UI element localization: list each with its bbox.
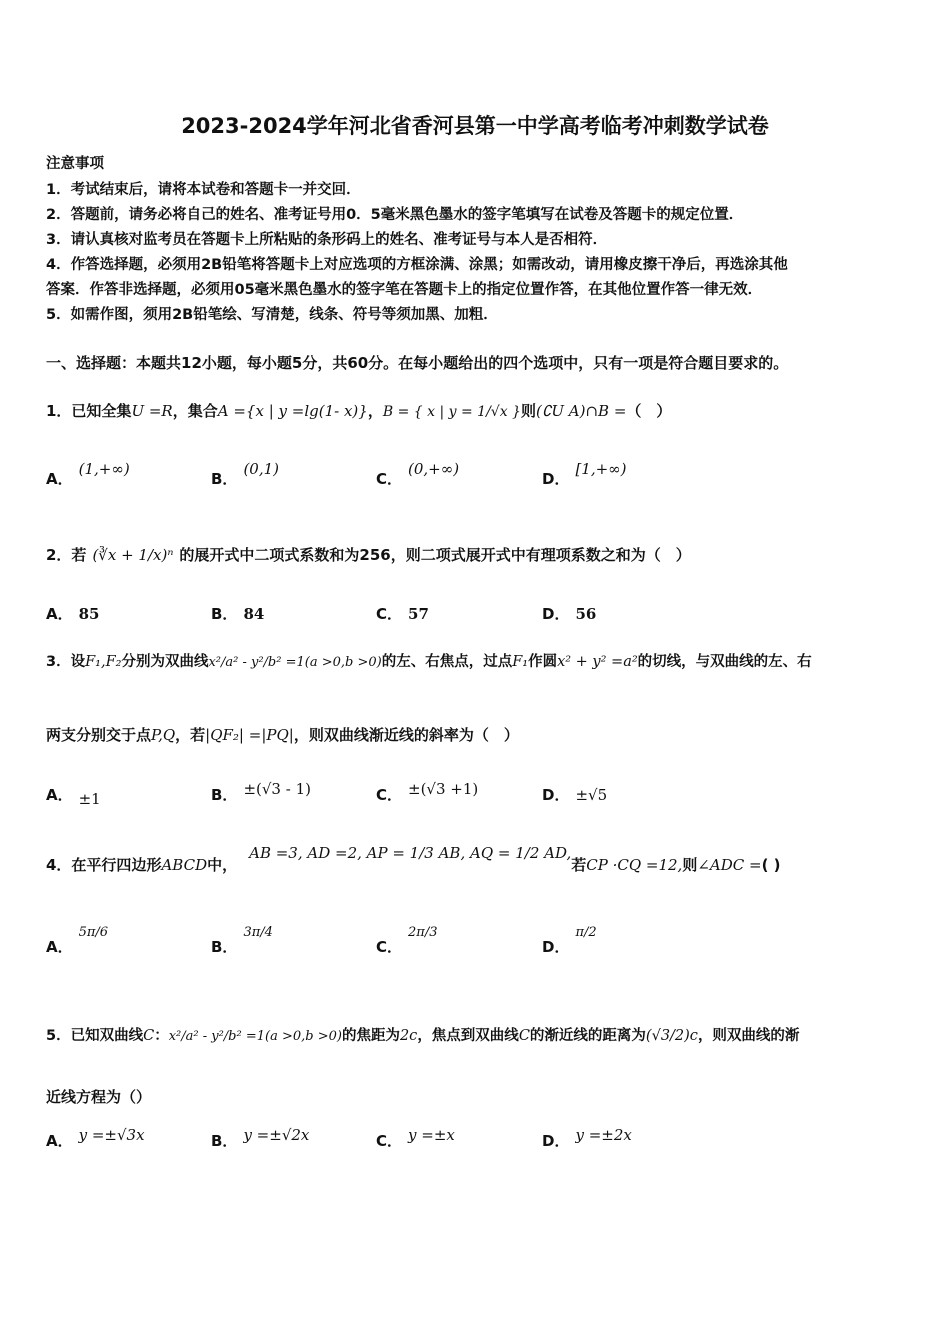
option-value: π/2 xyxy=(575,925,597,940)
q4-prefix: 4．在平行四边形 xyxy=(46,856,162,874)
option-label: A． xyxy=(46,1132,73,1150)
option-label: A． xyxy=(46,938,73,956)
option-b[interactable] xyxy=(211,780,311,805)
q3-l2c: ，则双曲线渐近线的斜率为（ ） xyxy=(293,726,519,744)
option-c[interactable] xyxy=(376,780,479,805)
question-1 xyxy=(46,400,906,421)
option-value: y =±2x xyxy=(575,1126,632,1144)
q3-focus-1: F₁ xyxy=(512,654,529,670)
option-value: 56 xyxy=(575,605,597,623)
question-2 xyxy=(46,544,906,565)
q3-p3: 的左、右焦点，过点 xyxy=(381,654,513,670)
q1-expression: (∁U A)∩B = xyxy=(535,402,627,420)
option-label: B． xyxy=(211,605,238,623)
q2-suffix: 的展开式中二项式系数和为256，则二项式展开式中有理项系数之和为（ ） xyxy=(179,546,691,564)
option-a[interactable] xyxy=(46,603,99,624)
option-label: A． xyxy=(46,605,73,623)
option-label: B． xyxy=(211,786,238,804)
q1-paren: （ ） xyxy=(626,402,672,420)
option-value: 2π/3 xyxy=(408,925,438,940)
q5-options xyxy=(46,1126,906,1170)
option-label: C． xyxy=(376,938,403,956)
option-b[interactable] xyxy=(211,925,273,957)
q1-comma: ， xyxy=(367,402,383,420)
option-value: y =±x xyxy=(408,1126,455,1144)
notice-item: 2．答题前，请务必将自己的姓名、准考证号用0．5毫米黑色墨水的签字笔填写在试卷及答题卡的规定位置． xyxy=(46,207,744,223)
q5-distance: (√3/2)c xyxy=(645,1028,698,1044)
option-value: y =±√3x xyxy=(78,1126,145,1144)
q5-hyperbola: x²/a² - y²/b² =1(a >0,b >0) xyxy=(168,1029,342,1044)
q5-p4: 的渐近线的距离为 xyxy=(529,1028,646,1044)
notice-heading: 注意事项 xyxy=(46,156,104,172)
option-label: A． xyxy=(46,470,73,488)
option-d[interactable] xyxy=(542,1126,632,1151)
q4-given: AB =3, AD =2, AP = 1/3 AB, AQ = 1/2 AD, xyxy=(249,844,572,862)
option-value: ±(√3 +1) xyxy=(408,780,479,798)
q1-options xyxy=(46,460,906,508)
question-5-line-1 xyxy=(46,1024,906,1045)
option-value: (0,1) xyxy=(243,460,279,478)
q4-dot-product: CP ·CQ =12, xyxy=(586,856,683,874)
option-a[interactable] xyxy=(46,784,101,808)
option-label: B． xyxy=(211,470,238,488)
q5-p1: 5．已知双曲线 xyxy=(46,1028,144,1044)
option-value: (1,+∞) xyxy=(78,460,130,478)
option-value: 84 xyxy=(243,605,265,623)
q4-parallelogram: ABCD xyxy=(161,856,208,874)
option-value: [1,+∞) xyxy=(575,460,627,478)
q5-p5: ，则双曲线的渐 xyxy=(697,1028,800,1044)
q3-p4: 作圆 xyxy=(528,654,558,670)
section-heading: 一、选择题：本题共12小题，每小题5分，共60分。在每小题给出的四个选项中，只有一项是符合题目要求的。 xyxy=(46,354,789,372)
q4-paren: ( ) xyxy=(761,856,781,874)
q3-l2b: ，若 xyxy=(175,726,206,744)
q4-options xyxy=(46,918,906,966)
q5-focal-length: 2c xyxy=(399,1028,418,1044)
q3-circle: x² + y² =a² xyxy=(557,654,638,670)
option-label: C． xyxy=(376,605,403,623)
option-value: ±√5 xyxy=(575,786,608,804)
option-a[interactable] xyxy=(46,925,109,957)
q1-prefix: 1．已知全集 xyxy=(46,402,132,420)
notice-item: 1．考试结束后，请将本试卷和答题卡一并交回． xyxy=(46,182,361,198)
option-d[interactable] xyxy=(542,925,597,957)
question-3-line-1 xyxy=(46,650,906,671)
q4-if: 若 xyxy=(571,856,587,874)
option-c[interactable] xyxy=(376,603,429,624)
q4-mid: 中， xyxy=(207,856,238,874)
option-label: C． xyxy=(376,1132,403,1150)
option-c[interactable] xyxy=(376,460,460,489)
option-b[interactable] xyxy=(211,1126,310,1151)
option-value: ±(√3 - 1) xyxy=(243,780,311,798)
option-value: 3π/4 xyxy=(243,925,273,940)
q2-expression: (∛x + 1/x)ⁿ xyxy=(92,546,174,564)
q3-foci: F₁,F₂ xyxy=(85,654,122,670)
option-b[interactable] xyxy=(211,603,264,624)
option-value: 85 xyxy=(78,605,100,623)
q5-colon: ： xyxy=(154,1028,169,1044)
option-label: B． xyxy=(211,938,238,956)
option-value: (0,+∞) xyxy=(408,460,460,478)
q2-options xyxy=(46,603,906,643)
q1-mid: ，集合 xyxy=(172,402,218,420)
q1-suffix: 则 xyxy=(520,402,536,420)
question-5-line-2: 近线方程为（） xyxy=(46,1088,152,1106)
question-3-line-2 xyxy=(46,724,906,745)
option-value: 5π/6 xyxy=(78,925,109,940)
notice-item: 3．请认真核对监考员在答题卡上所粘贴的条形码上的姓名、准考证号与本人是否相符． xyxy=(46,232,608,248)
option-a[interactable] xyxy=(46,1126,145,1151)
option-label: D． xyxy=(542,786,570,804)
option-label: D． xyxy=(542,470,570,488)
q1-universal-set: U =R xyxy=(131,402,173,420)
q5-p2: 的焦距为 xyxy=(341,1028,400,1044)
notice-item: 4．作答选择题，必须用2B铅笔将答题卡上对应选项的方框涂满、涂黑；如需改动，请用橡皮擦干净后，再选涂其他 xyxy=(46,257,788,273)
q4-then: 则 xyxy=(682,856,698,874)
question-4 xyxy=(46,844,906,875)
option-value: y =±√2x xyxy=(243,1126,310,1144)
q3-options xyxy=(46,780,906,824)
q3-p1: 3．设 xyxy=(46,654,86,670)
option-label: D． xyxy=(542,605,570,623)
q3-hyperbola: x²/a² - y²/b² =1(a >0,b >0) xyxy=(208,655,382,670)
option-label: A． xyxy=(46,786,73,804)
q5-curve-c: C xyxy=(143,1028,155,1044)
q1-set-a: A ={x | y =lg(1- x)} xyxy=(217,402,368,420)
notice-item: 5．如需作图，须用2B铅笔绘、写清楚，线条、符号等须加黑、加粗． xyxy=(46,307,498,323)
q2-prefix: 2．若 xyxy=(46,546,87,564)
option-c[interactable] xyxy=(376,1126,455,1151)
q1-set-b: B = { x | y = 1/√x } xyxy=(382,404,521,420)
option-label: D． xyxy=(542,1132,570,1150)
option-value: ±1 xyxy=(78,790,101,808)
option-d[interactable] xyxy=(542,784,607,805)
q3-p5: 的切线，与双曲线的左、右 xyxy=(637,654,812,670)
option-c[interactable] xyxy=(376,925,438,957)
option-b[interactable] xyxy=(211,460,279,489)
q5-curve-c-2: C xyxy=(518,1028,530,1044)
option-value: 57 xyxy=(408,605,429,623)
option-label: C． xyxy=(376,470,403,488)
option-label: C． xyxy=(376,786,403,804)
q3-points: P,Q xyxy=(151,726,176,744)
option-label: D． xyxy=(542,938,570,956)
page-title: 2023-2024学年河北省香河县第一中学高考临考冲刺数学试卷 xyxy=(181,114,769,138)
option-d[interactable] xyxy=(542,603,596,624)
option-a[interactable] xyxy=(46,460,130,489)
option-label: B． xyxy=(211,1132,238,1150)
q4-angle: ∠ADC = xyxy=(697,856,762,874)
q5-p3: ，焦点到双曲线 xyxy=(417,1028,519,1044)
option-d[interactable] xyxy=(542,460,627,489)
notice-item: 答案．作答非选择题，必须用05毫米黑色墨水的签字笔在答题卡上的指定位置作答，在其他位置作答一律无效． xyxy=(46,282,763,298)
q3-p2: 分别为双曲线 xyxy=(121,654,209,670)
q3-l2a: 两支分别交于点 xyxy=(46,726,152,744)
q3-condition: |QF₂| =|PQ| xyxy=(205,726,294,744)
